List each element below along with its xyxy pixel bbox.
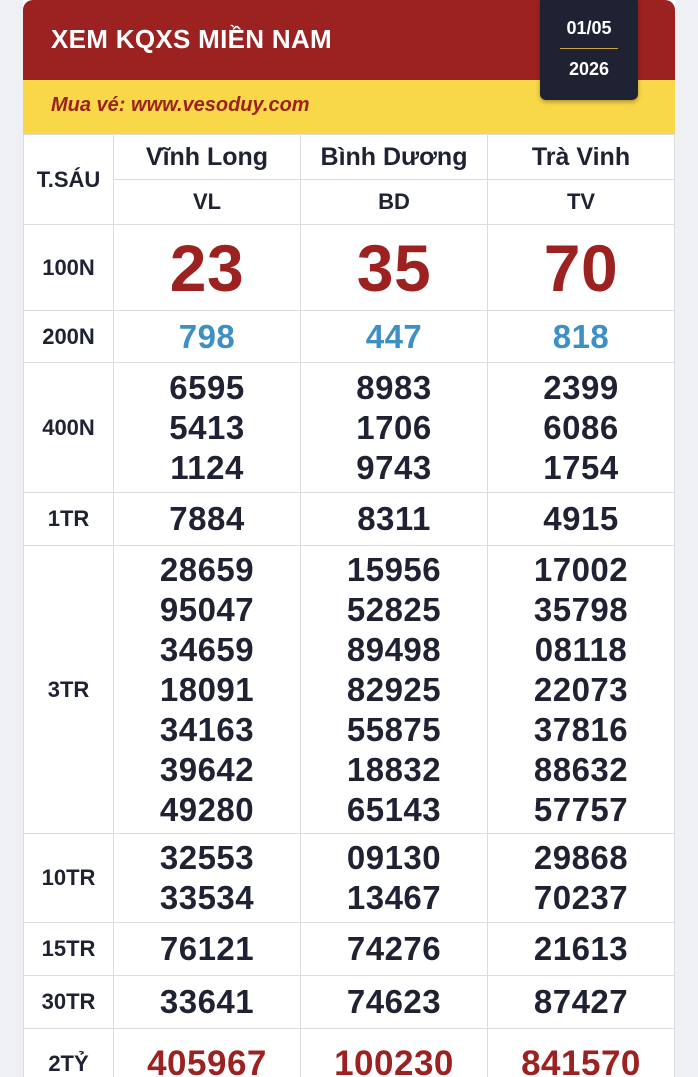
winning-number: 09130 [346, 839, 442, 876]
winning-number: 13467 [346, 879, 442, 916]
prize-cell [114, 834, 301, 923]
prize-cell [114, 311, 301, 363]
winning-number: 447 [365, 317, 423, 355]
prize-label: 100N [24, 225, 114, 311]
winning-number: 5413 [169, 408, 245, 446]
prize-cell [301, 1029, 488, 1077]
winning-number: 1754 [543, 448, 619, 486]
winning-number: 841570 [521, 1043, 641, 1077]
province-name-row [24, 135, 675, 180]
prize-cell [114, 493, 301, 546]
prize-cell [488, 1029, 675, 1077]
prize-cell [114, 546, 301, 834]
date-day: 01/05 [566, 18, 612, 38]
winning-number: 15956 [346, 550, 442, 588]
winning-number: 82925 [346, 670, 442, 708]
prize-cell [301, 225, 488, 311]
prize-row [24, 225, 675, 311]
prize-label: 200N [24, 311, 114, 363]
winning-number: 76121 [159, 930, 255, 967]
prize-cell [488, 225, 675, 311]
prize-row [24, 493, 675, 546]
winning-number: 18091 [159, 670, 255, 708]
winning-number: 35798 [533, 590, 629, 628]
winning-number: 8311 [357, 500, 431, 537]
date-divider [560, 48, 618, 49]
province-code: BD [301, 180, 488, 225]
prize-cell [488, 311, 675, 363]
prize-row [24, 311, 675, 363]
winning-number: 100230 [334, 1043, 454, 1077]
winning-number: 28659 [159, 550, 255, 588]
winning-number: 818 [552, 317, 610, 355]
winning-number: 17002 [533, 550, 629, 588]
winning-number: 798 [178, 317, 236, 355]
prize-row [24, 834, 675, 923]
winning-number: 74623 [346, 983, 442, 1020]
buy-ticket-link[interactable]: Mua vé: www.vesoduy.com [51, 94, 310, 116]
prize-cell [114, 976, 301, 1029]
prize-cell [301, 834, 488, 923]
winning-number: 87427 [533, 983, 629, 1020]
winning-number: 74276 [346, 930, 442, 967]
prize-cell [488, 923, 675, 976]
province-name[interactable]: Vĩnh Long [114, 135, 301, 180]
winning-number: 33641 [159, 983, 255, 1020]
weekday-label: T.SÁU [24, 135, 114, 225]
winning-number: 33534 [159, 879, 255, 916]
winning-number: 34659 [159, 630, 255, 668]
results-table [23, 134, 675, 1077]
prize-cell [488, 363, 675, 493]
prize-cell [488, 834, 675, 923]
prize-cell [114, 363, 301, 493]
prize-cell [488, 976, 675, 1029]
prize-label: 3TR [24, 546, 114, 834]
prize-row [24, 546, 675, 834]
winning-number: 52825 [346, 590, 442, 628]
winning-number: 70 [543, 230, 619, 305]
province-name[interactable]: Bình Dương [301, 135, 488, 180]
winning-number: 18832 [346, 750, 442, 788]
winning-number: 29868 [533, 839, 629, 876]
winning-number: 89498 [346, 630, 442, 668]
prize-row [24, 923, 675, 976]
prize-row [24, 976, 675, 1029]
winning-number: 22073 [533, 670, 629, 708]
province-code-row [24, 180, 675, 225]
winning-number: 1124 [170, 448, 244, 486]
winning-number: 32553 [159, 839, 255, 876]
winning-number: 55875 [346, 710, 442, 748]
winning-number: 23 [169, 230, 245, 305]
prize-label: 10TR [24, 834, 114, 923]
prize-label: 15TR [24, 923, 114, 976]
results-card [23, 0, 675, 1077]
prize-cell [301, 493, 488, 546]
prize-cell [301, 363, 488, 493]
prize-cell [301, 546, 488, 834]
prize-cell [114, 225, 301, 311]
winning-number: 2399 [543, 368, 619, 406]
province-code: TV [488, 180, 675, 225]
winning-number: 6595 [169, 368, 245, 406]
prize-label: 400N [24, 363, 114, 493]
winning-number: 08118 [534, 630, 628, 668]
winning-number: 7884 [169, 500, 245, 537]
winning-number: 39642 [159, 750, 255, 788]
winning-number: 57757 [533, 790, 629, 828]
winning-number: 34163 [159, 710, 255, 748]
winning-number: 8983 [356, 368, 432, 406]
winning-number: 9743 [356, 448, 432, 486]
prize-cell [488, 546, 675, 834]
date-badge[interactable] [540, 0, 638, 100]
winning-number: 405967 [147, 1043, 267, 1077]
prize-cell [301, 923, 488, 976]
winning-number: 4915 [543, 500, 619, 537]
date-year: 2026 [568, 59, 610, 79]
prize-cell [488, 493, 675, 546]
winning-number: 70237 [533, 879, 629, 916]
winning-number: 6086 [543, 408, 619, 446]
page-title: XEM KQXS MIỀN NAM [51, 24, 333, 54]
prize-label: 1TR [24, 493, 114, 546]
winning-number: 21613 [533, 930, 629, 967]
prize-cell [114, 923, 301, 976]
winning-number: 65143 [346, 790, 442, 828]
prize-label: 30TR [24, 976, 114, 1029]
winning-number: 49280 [159, 790, 255, 828]
prize-row [24, 363, 675, 493]
prize-cell [301, 976, 488, 1029]
province-code: VL [114, 180, 301, 225]
winning-number: 88632 [533, 750, 629, 788]
winning-number: 95047 [159, 590, 255, 628]
prize-cell [114, 1029, 301, 1077]
prize-row [24, 1029, 675, 1077]
winning-number: 1706 [356, 408, 432, 446]
province-name[interactable]: Trà Vinh [488, 135, 675, 180]
winning-number: 35 [356, 230, 432, 305]
prize-label: 2TỶ [24, 1029, 114, 1077]
winning-number: 37816 [533, 710, 629, 748]
prize-cell [301, 311, 488, 363]
